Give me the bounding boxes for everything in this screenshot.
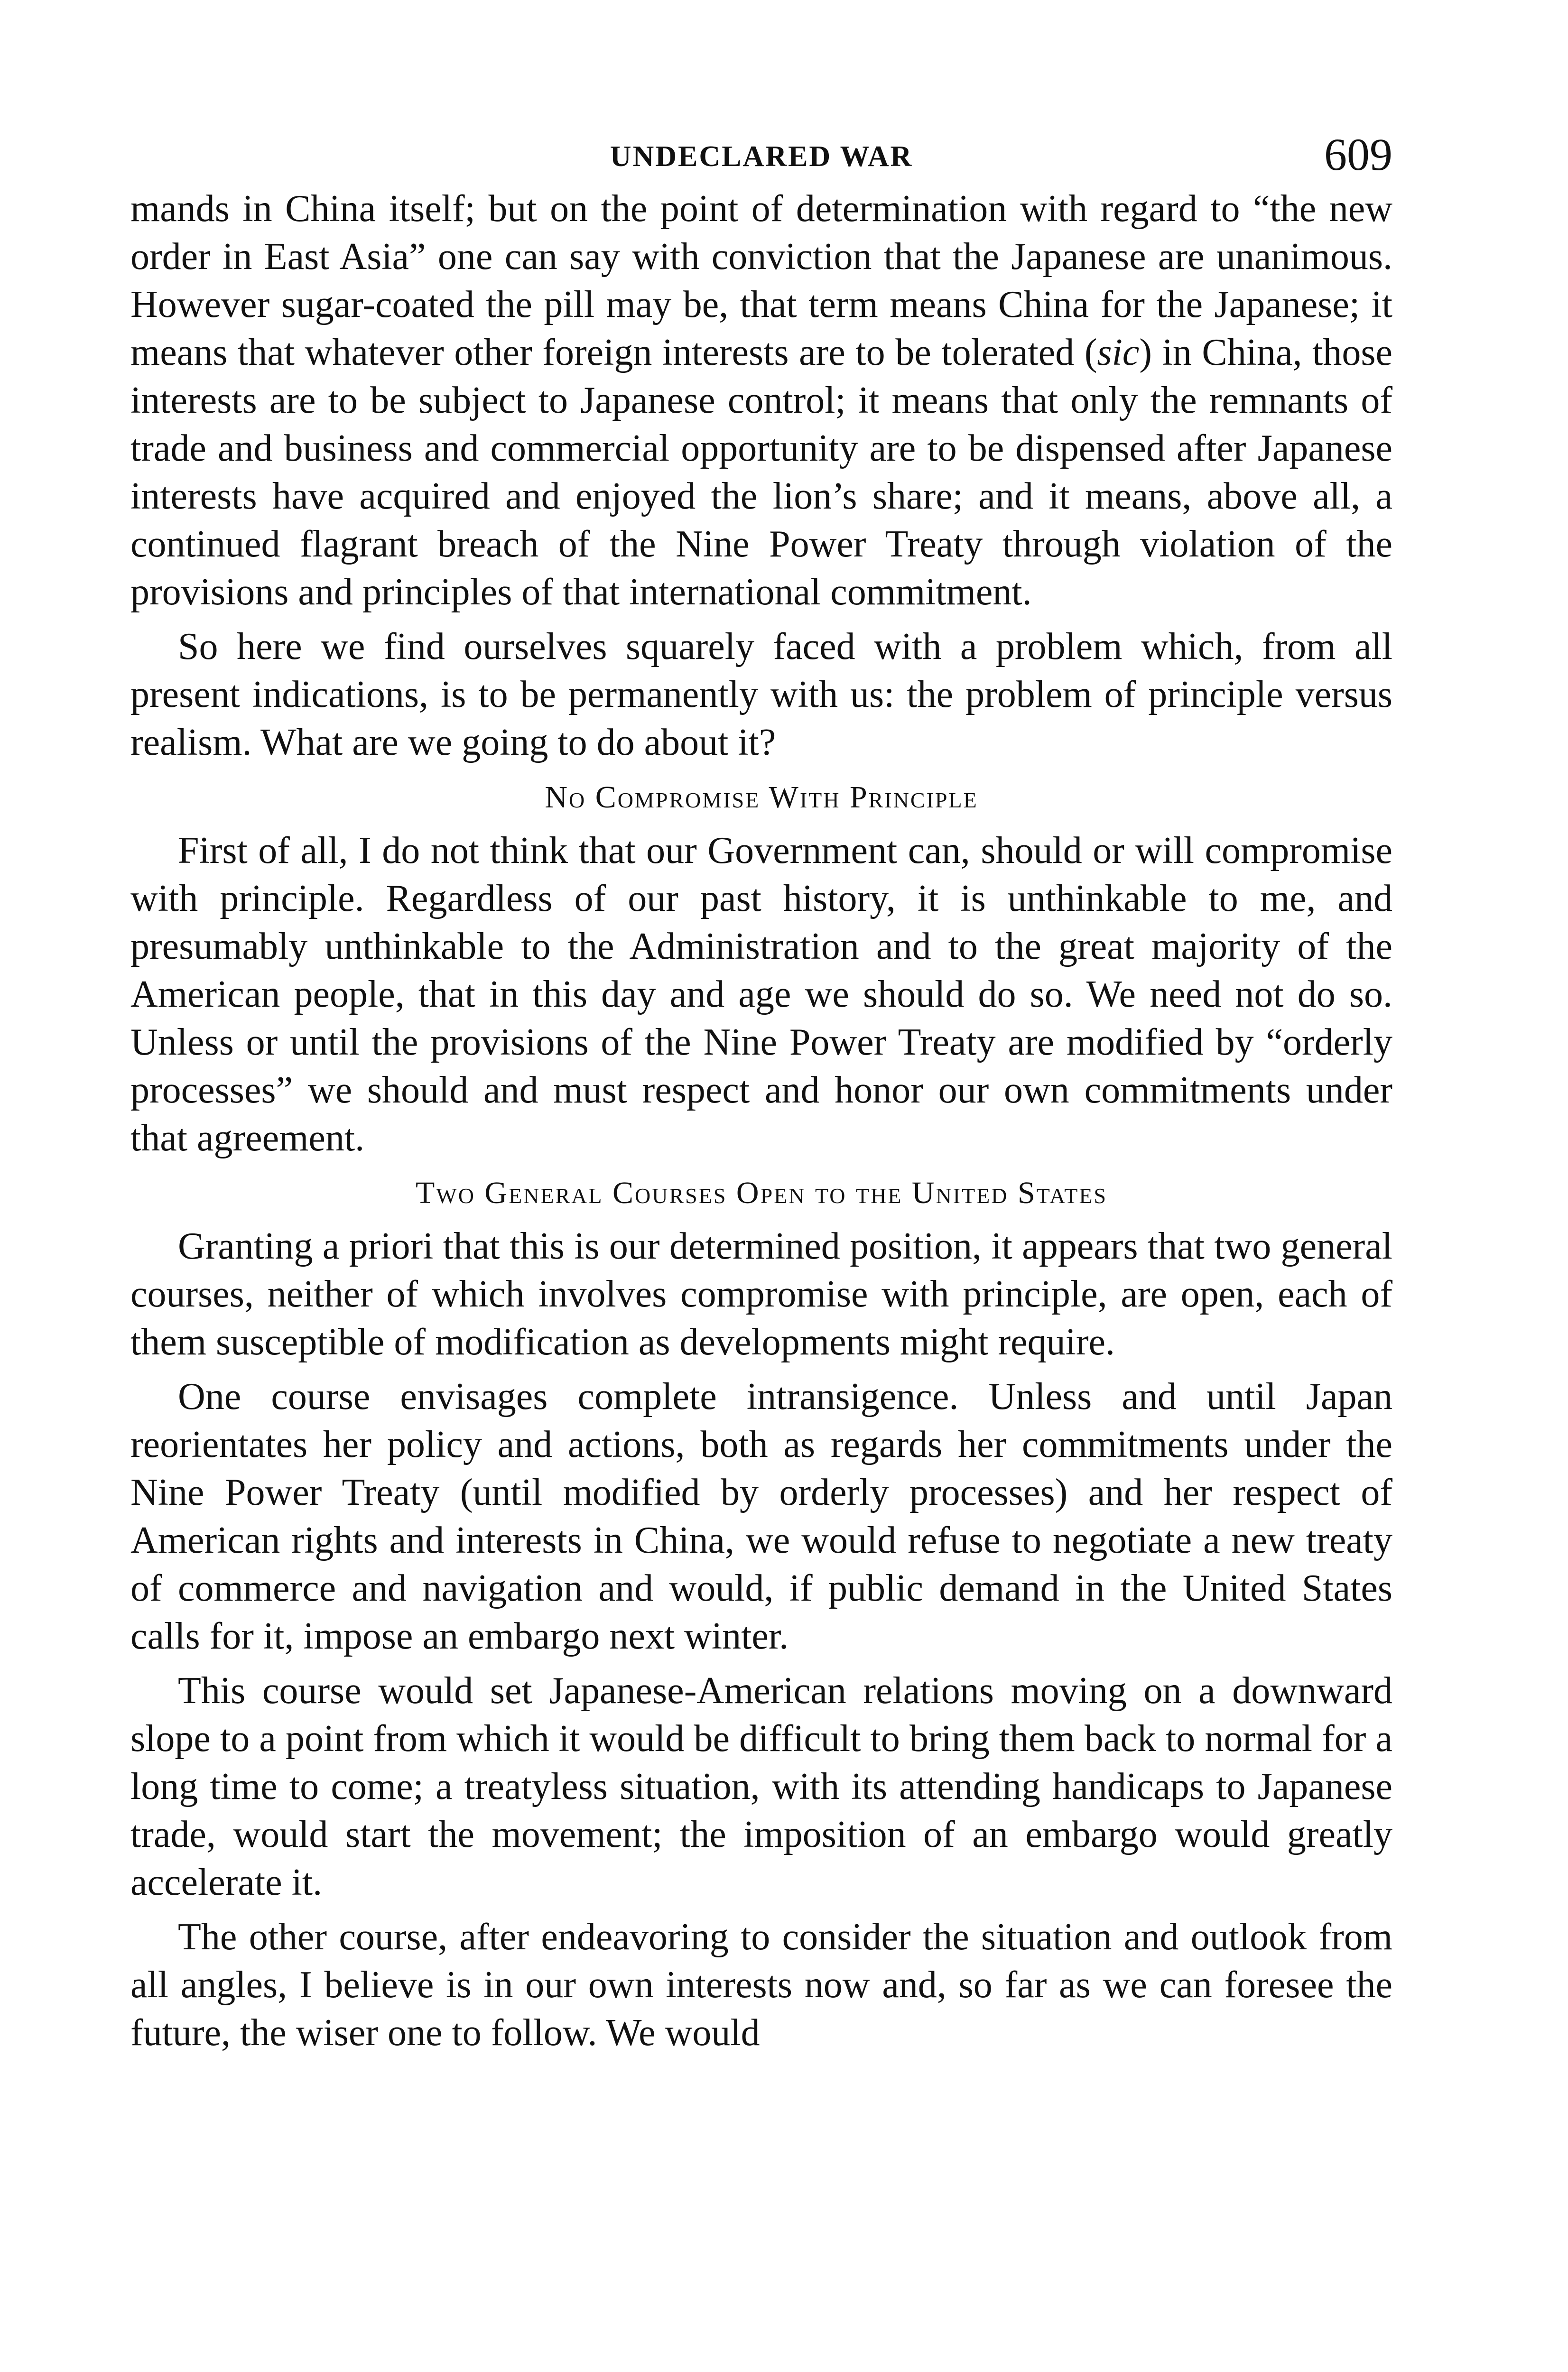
running-title: UNDECLARED WAR: [610, 140, 913, 173]
paragraph: Granting a priori that this is our determined position, it appears that two general courses, neither of which involves compromise with principle, are open, each of them susceptible of modification as developments might require.: [130, 1225, 1392, 1363]
paragraph: So here we find ourselves squarely faced with a problem which, from all present indications, is to be permanently with us: the problem of principle versus realism. What are we going to do about it?: [130, 626, 1392, 763]
paragraph: The other course, after endeavoring to consider the situation and outlook from all angles, I believe is in our own interests now and, so far as we can foresee the future, the wiser one to follow. We would: [130, 1916, 1392, 2054]
sic-italic: sic: [1097, 332, 1140, 373]
paragraph-continued: [130, 185, 1392, 616]
book-page: [130, 128, 1392, 2372]
section-heading: Two General Courses Open to the United States: [415, 1176, 1108, 1210]
paragraph: This course would set Japanese-American relations moving on a downward slope to a point from which it would be difficult to bring them back to normal for a long time to come; a treatyless situation, with its attending handicaps to Japanese trade, would start the movement; the imposition of an embargo would greatly accelerate it.: [130, 1670, 1392, 1903]
paragraph: One course envisages complete intransigence. Unless and until Japan reorientates her policy and actions, both as regards her commitments under the Nine Power Treaty (until modified by orderly processes) and her respect of American rights and interests in China, we would refuse to negotiate a new treaty of commerce and navigation and would, if public demand in the United States calls for it, impose an embargo next winter.: [130, 1376, 1392, 1657]
body-text: [130, 185, 1392, 2057]
section-heading: No Compromise With Principle: [545, 780, 978, 815]
paragraph-text: ) in China, those interests are to be subject to Japanese control; it means that only the remnants of trade and business and commercial opportunity are to be dispensed after Japanese interests have acquired and enjoyed the lion’s share; and it means, above all, a continued flagrant breach of the Nine Power Treaty through violation of the provisions and principles of that international commitment.: [130, 332, 1392, 613]
paragraph-text: mands in China itself; but on the point of determination with regard to “the new order in East Asia” one can say with conviction that the Japanese are unanimous. However sugar-coated the pill may be, that term means China for the Japanese; it means that whatever other foreign interests are to be tolerated (: [130, 188, 1392, 373]
paragraph: First of all, I do not think that our Government can, should or will compromise with principle. Regardless of our past history, it is unthinkable to me, and presumably unthinkable to the Administration and to the great majority of the American people, that in this day and age we should do so. We need not do so. Unless or until the provisions of the Nine Power Treaty are modified by “orderly processes” we should and must respect and honor our own commitments under that agreement.: [130, 830, 1392, 1159]
running-head: [130, 128, 1392, 185]
page-number: 609: [1324, 129, 1392, 180]
